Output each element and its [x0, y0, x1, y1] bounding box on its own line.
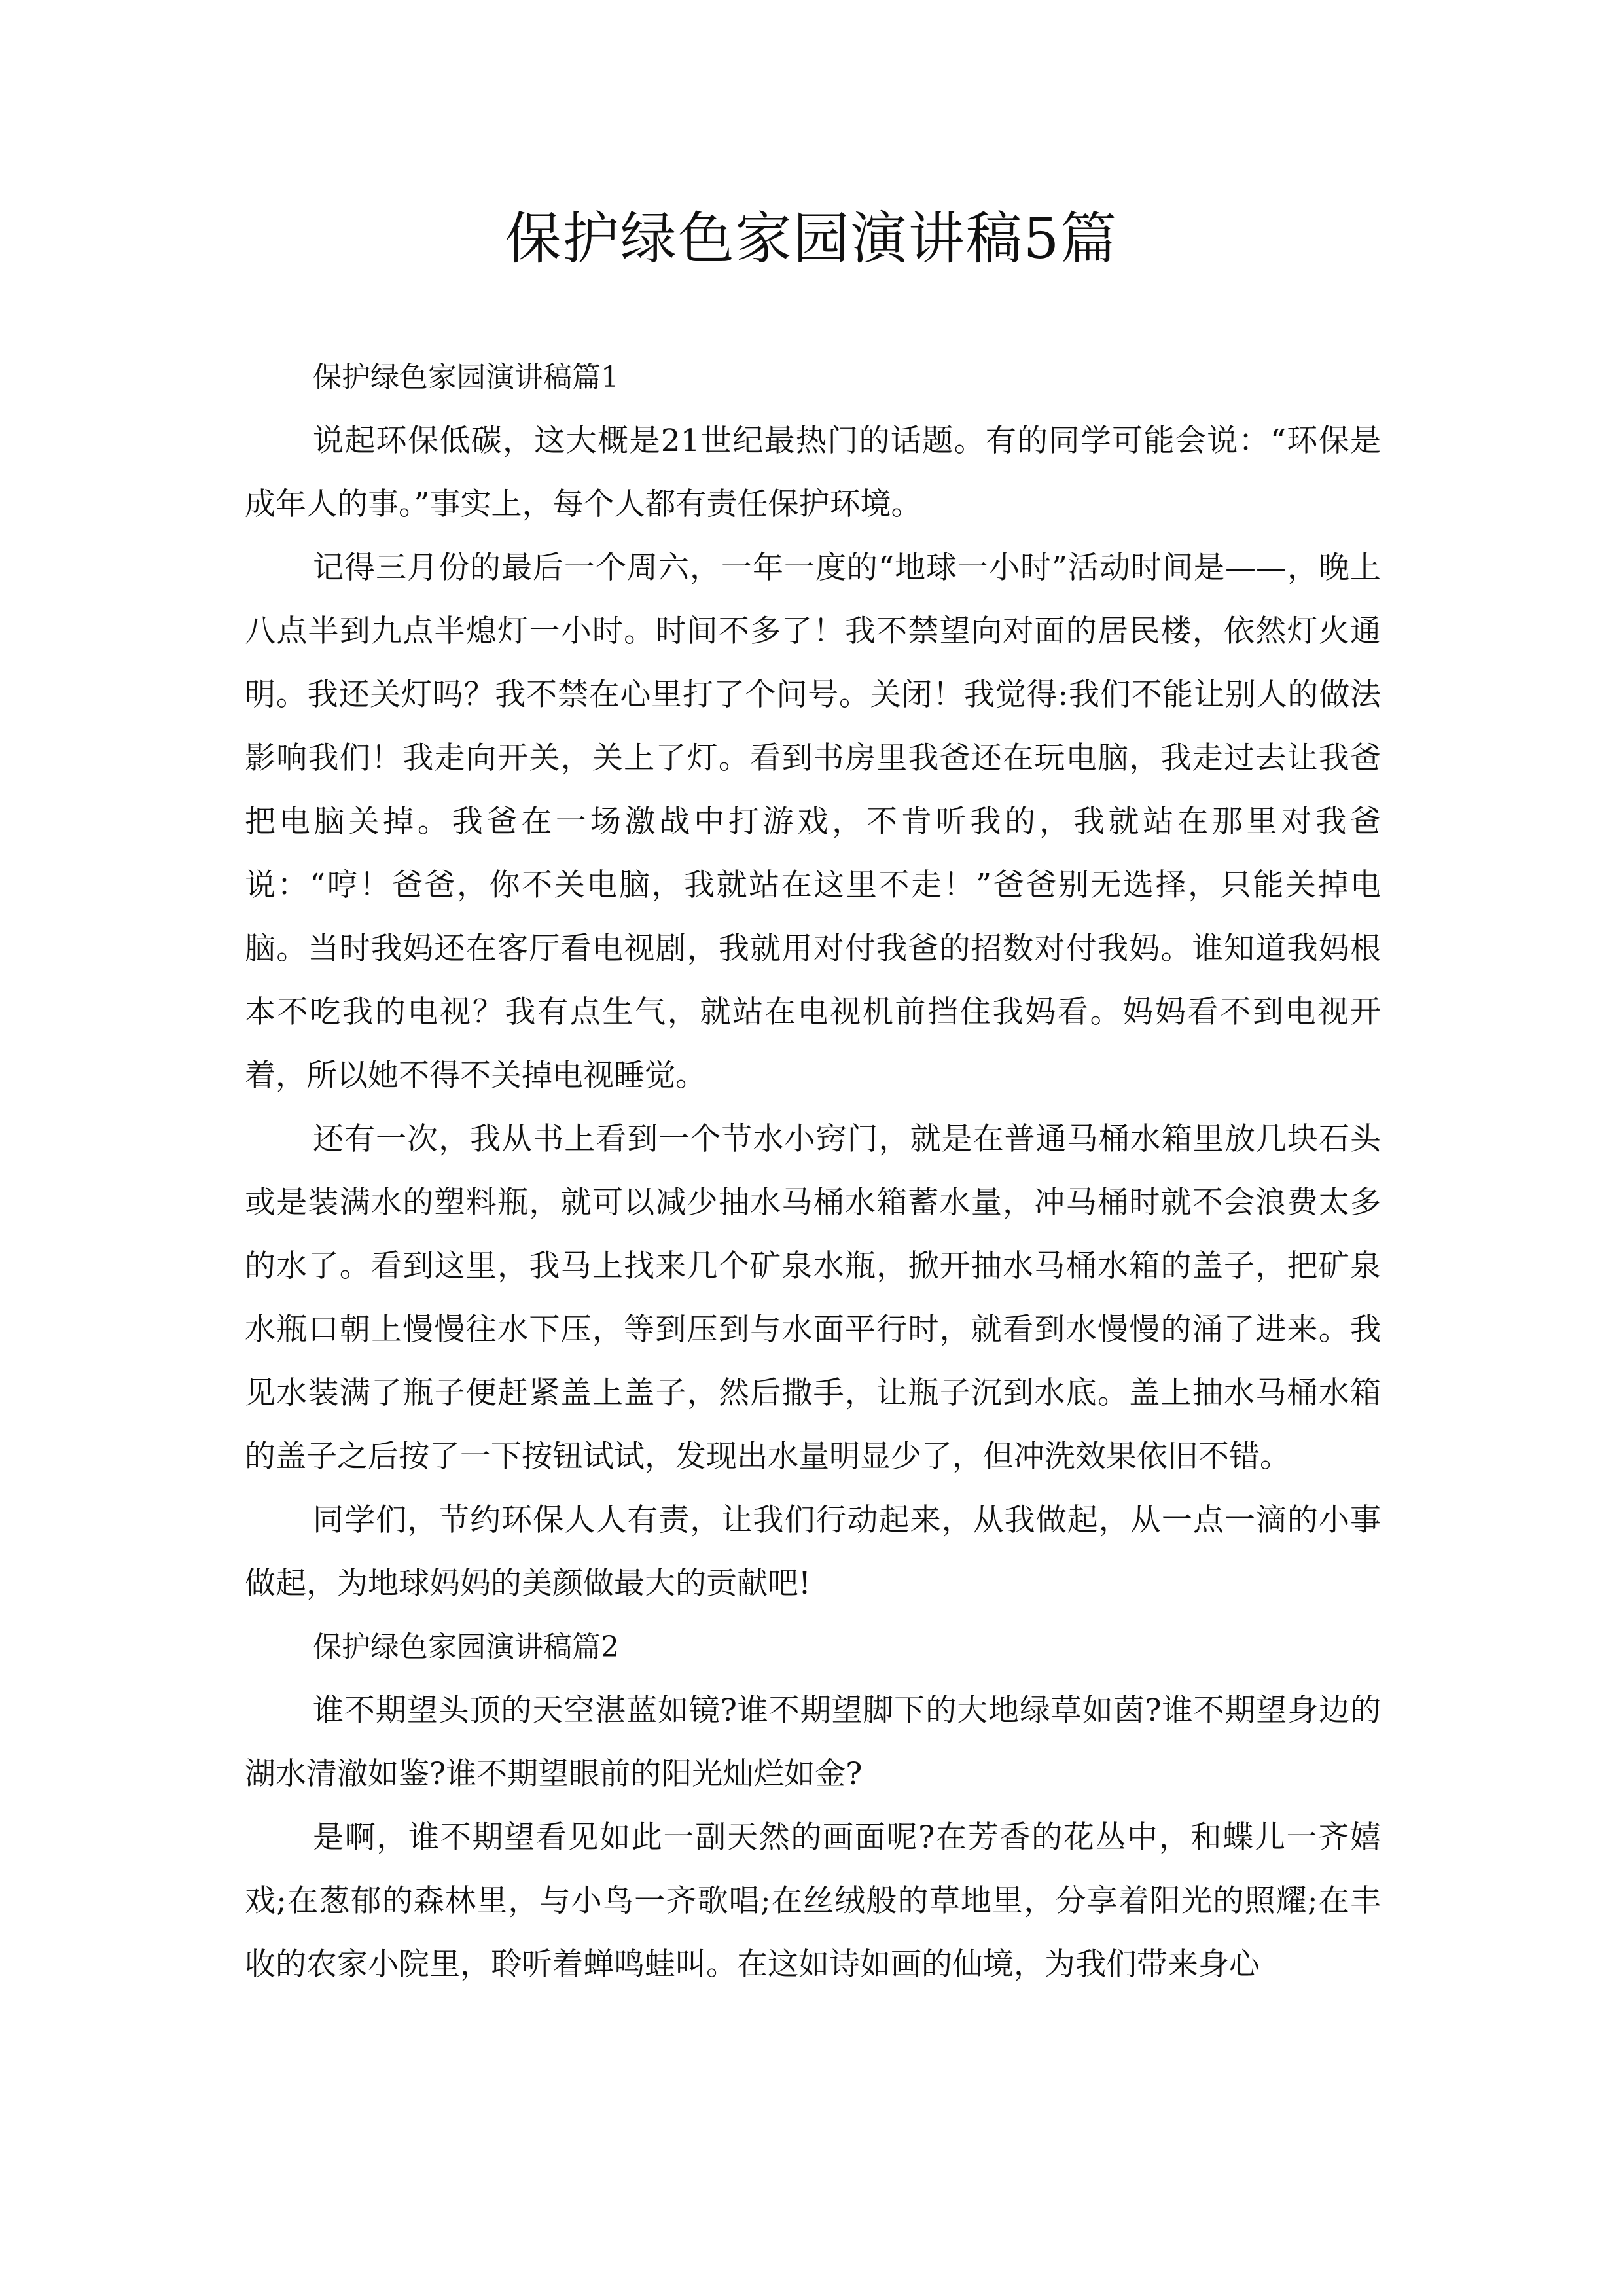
paragraph: 同学们，节约环保人人有责，让我们行动起来，从我做起，从一点一滴的小事做起，为地球妈妈的美颜做最大的贡献吧!	[245, 1502, 1381, 1602]
paragraph: 记得三月份的最后一个周六，一年一度的“地球一小时”活动时间是——，晚上八点半到九点半熄灯一小时。时间不多了！我不禁望向对面的居民楼，依然灯火通明。我还关灯吗？我不禁在心里打了个问号。关闭！我觉得:我们不能让别人的做法影响我们！我走向开关，关上了灯。看到书房里我爸还在玩电脑，我走过去让我爸把电脑关掉。我爸在一场激战中打游戏，不肯听我的，我就站在那里对我爸说：“哼！爸爸，你不关电脑，我就站在这里不走！”爸爸别无选择，只能关掉电脑。当时我妈还在客厅看电视剧，我就用对付我爸的招数对付我妈。谁知道我妈根本不吃我的电视？我有点生气，就站在电视机前挡住我妈看。妈妈看不到电视开着，所以她不得不关掉电视睡觉。	[245, 550, 1381, 1094]
paragraph: 是啊，谁不期望看见如此一副天然的画面呢?在芳香的花丛中，和蝶儿一齐嬉戏;在葱郁的森林里，与小鸟一齐歌唱;在丝绒般的草地里，分享着阳光的照耀;在丰收的农家小院里，聆听着蝉鸣蛙叫。在这如诗如画的仙境，为我们带来身心	[245, 1820, 1381, 1982]
section-heading-2: 保护绿色家园演讲稿篇2	[313, 1630, 619, 1664]
document-title: 保护绿色家园演讲稿5篇	[505, 206, 1118, 272]
paragraph: 说起环保低碳，这大概是21世纪最热门的话题。有的同学可能会说：“环保是成年人的事。”事实上，每个人都有责任保护环境。	[245, 423, 1381, 522]
section-heading-1: 保护绿色家园演讲稿篇1	[313, 361, 619, 394]
paragraph: 谁不期望头顶的天空湛蓝如镜?谁不期望脚下的大地绿草如茵?谁不期望身边的湖水清澈如鉴?谁不期望眼前的阳光灿烂如金?	[245, 1693, 1381, 1792]
paragraph: 还有一次，我从书上看到一个节水小窍门，就是在普通马桶水箱里放几块石头或是装满水的塑料瓶，就可以减少抽水马桶水箱蓄水量，冲马桶时就不会浪费太多的水了。看到这里，我马上找来几个矿泉水瓶，掀开抽水马桶水箱的盖子，把矿泉水瓶口朝上慢慢往水下压，等到压到与水面平行时，就看到水慢慢的涌了进来。我见水装满了瓶子便赶紧盖上盖子，然后撒手，让瓶子沉到水底。盖上抽水马桶水箱的盖子之后按了一下按钮试试，发现出水量明显少了，但冲洗效果依旧不错。	[245, 1121, 1381, 1475]
document-body	[245, 346, 1381, 1996]
